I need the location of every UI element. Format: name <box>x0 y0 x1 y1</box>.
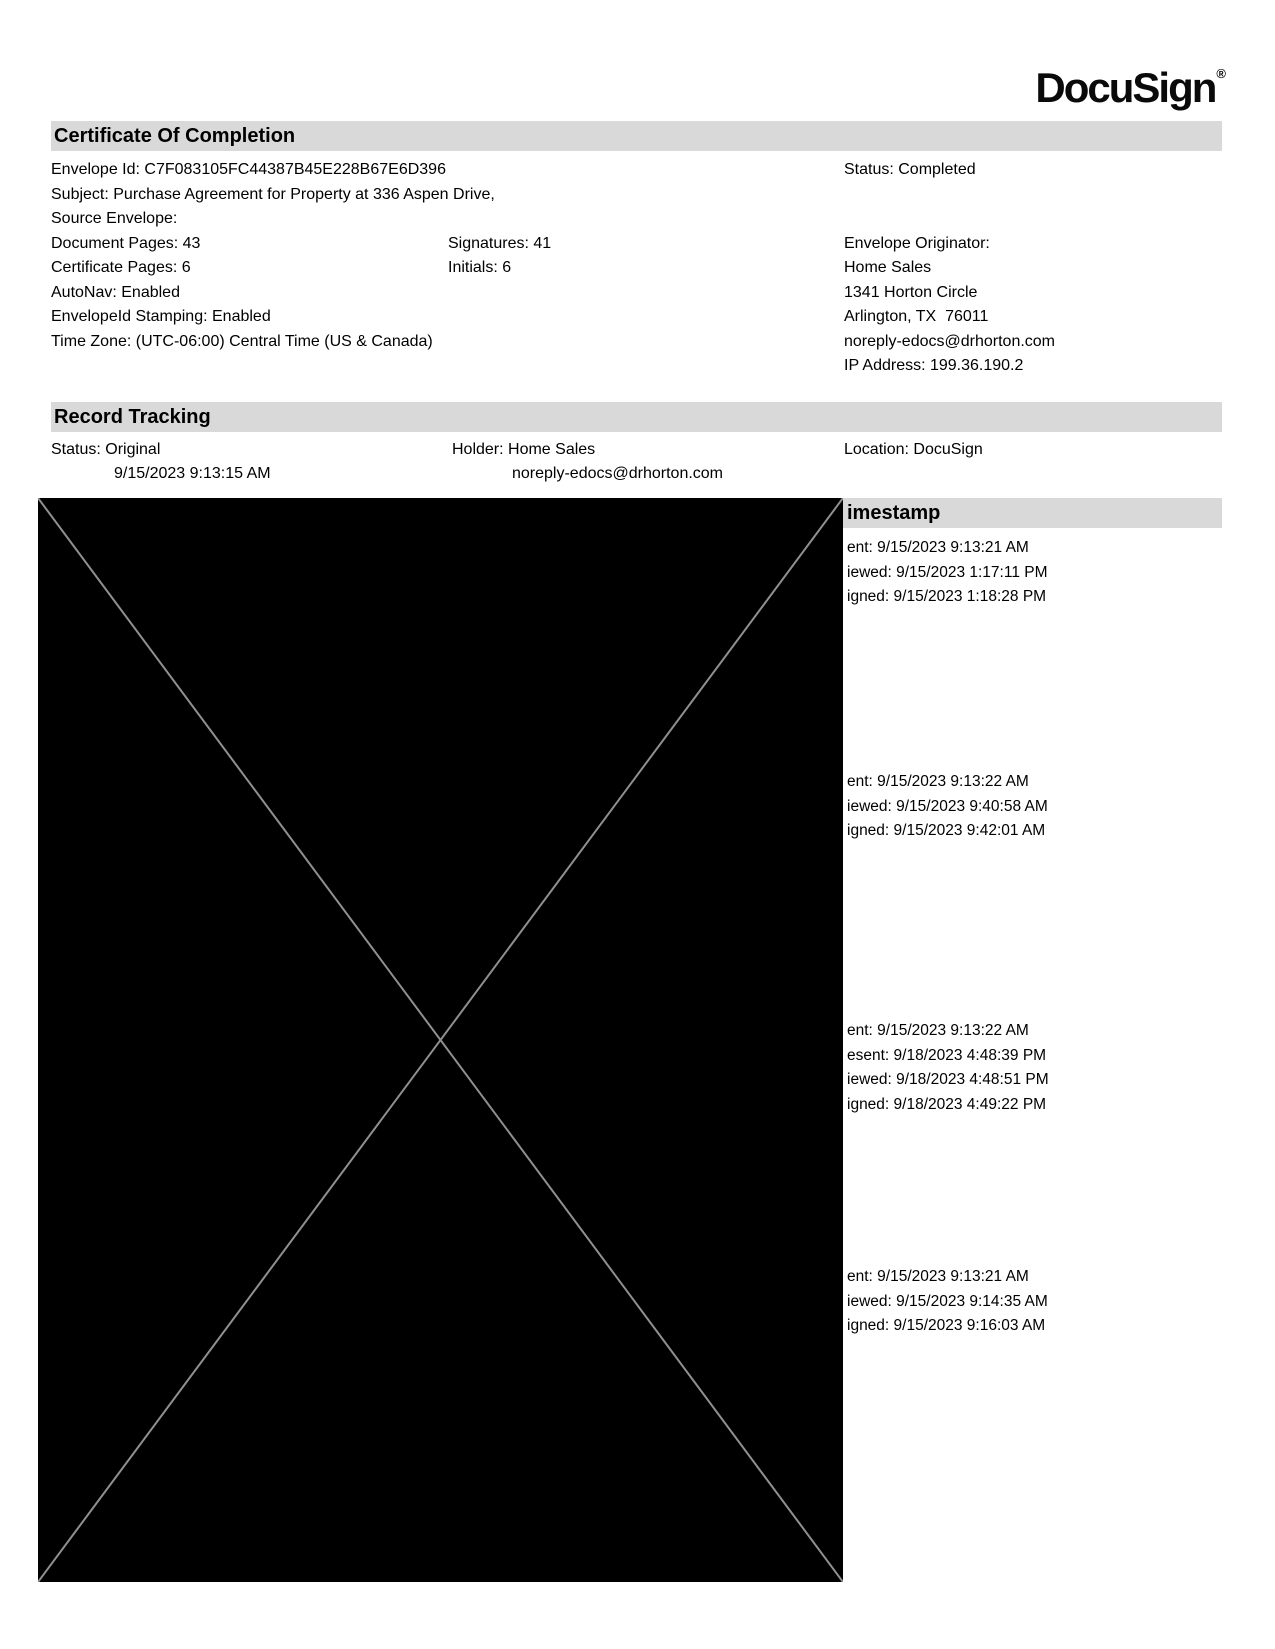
envelope-status: Status: Completed <box>844 161 976 178</box>
timestamp-line: iewed: 9/15/2023 9:14:35 AM <box>847 1292 1048 1310</box>
subject: Subject: Purchase Agreement for Property at 336 Aspen Drive, <box>51 186 495 203</box>
timestamp-line: iewed: 9/15/2023 1:17:11 PM <box>847 563 1048 581</box>
originator-email: noreply-edocs@drhorton.com <box>844 333 1056 350</box>
timestamp-line: ent: 9/15/2023 9:13:21 AM <box>847 1268 1029 1285</box>
originator-name: Home Sales <box>844 259 932 276</box>
time-zone: Time Zone: (UTC-06:00) Central Time (US & Canada) <box>51 333 433 350</box>
signatures-count: Signatures: 41 <box>448 235 552 252</box>
record-status-timestamp: 9/15/2023 9:13:15 AM <box>114 465 271 482</box>
timestamp-group <box>847 1019 1049 1117</box>
timestamp-line: ent: 9/15/2023 9:13:22 AM <box>847 773 1029 790</box>
docusign-logo-text: DocuSign <box>1035 64 1216 111</box>
placeholder-x-icon <box>38 498 843 1582</box>
timestamp-group <box>847 1265 1048 1339</box>
originator-address-line1: 1341 Horton Circle <box>844 284 978 301</box>
originator-address-line2: Arlington, TX 76011 <box>844 308 989 325</box>
docusign-logo <box>1035 64 1226 112</box>
envelope-id: Envelope Id: C7F083105FC44387B45E228B67E6D396 <box>51 161 446 178</box>
record-status: Status: Original <box>51 441 161 458</box>
envelopeid-stamping: EnvelopeId Stamping: Enabled <box>51 308 271 325</box>
record-location: Location: DocuSign <box>844 441 983 458</box>
timestamp-column-header: imestamp <box>843 498 1222 528</box>
record-tracking-section-header: Record Tracking <box>51 402 1222 432</box>
timestamp-group <box>847 536 1048 610</box>
timestamp-line: igned: 9/15/2023 9:16:03 AM <box>847 1317 1046 1334</box>
ip-address: IP Address: 199.36.190.2 <box>844 357 1024 374</box>
timestamp-group <box>847 770 1048 844</box>
registered-trademark-icon: ® <box>1216 66 1226 81</box>
timestamp-line: ent: 9/15/2023 9:13:21 AM <box>847 539 1029 556</box>
timestamp-line: igned: 9/18/2023 4:49:22 PM <box>847 1095 1047 1113</box>
record-holder-email: noreply-edocs@drhorton.com <box>512 465 724 482</box>
document-pages: Document Pages: 43 <box>51 235 201 252</box>
timestamp-line: iewed: 9/15/2023 9:40:58 AM <box>847 797 1048 815</box>
redacted-image-placeholder <box>38 498 843 1582</box>
timestamp-line: igned: 9/15/2023 9:42:01 AM <box>847 822 1046 839</box>
certificate-pages: Certificate Pages: 6 <box>51 259 191 276</box>
record-holder: Holder: Home Sales <box>452 441 596 458</box>
timestamp-line: igned: 9/15/2023 1:18:28 PM <box>847 588 1047 605</box>
timestamp-line: ent: 9/15/2023 9:13:22 AM <box>847 1022 1029 1039</box>
autonav: AutoNav: Enabled <box>51 284 180 301</box>
certificate-section-header: Certificate Of Completion <box>51 121 1222 151</box>
timestamp-line: esent: 9/18/2023 4:48:39 PM <box>847 1046 1047 1064</box>
initials-count: Initials: 6 <box>448 259 512 276</box>
envelope-originator-label: Envelope Originator: <box>844 235 990 252</box>
timestamp-line: iewed: 9/18/2023 4:48:51 PM <box>847 1071 1049 1088</box>
source-envelope: Source Envelope: <box>51 210 178 227</box>
